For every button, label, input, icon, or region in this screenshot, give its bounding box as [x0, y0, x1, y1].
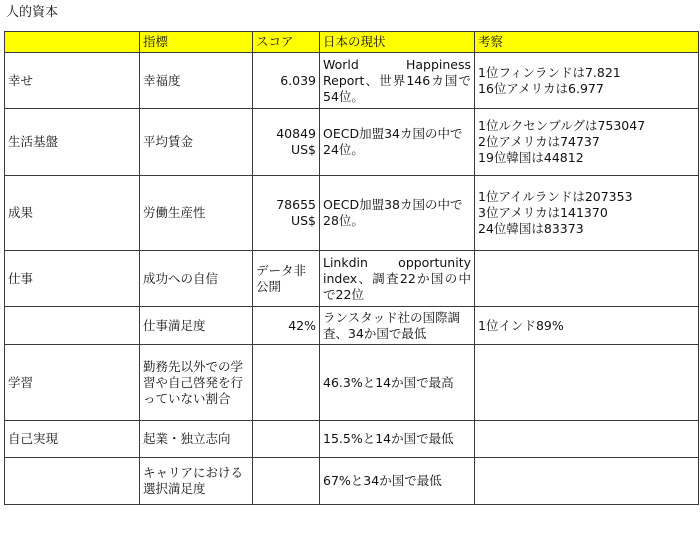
status-cell: Linkdin opportunity index、調査22か国の中で22位 [320, 251, 475, 307]
table-row [5, 53, 699, 109]
page-title: 人的資本 [6, 5, 59, 20]
header-score: スコア [253, 32, 320, 53]
status-cell: 67%と34か国で最低 [320, 458, 475, 505]
score-cell: 78655 US$ [253, 176, 320, 251]
table-row [5, 251, 699, 307]
notes-cell: 1位アイルランドは207353 3位アメリカは141370 24位韓国は83373 [475, 176, 699, 251]
header-notes: 考察 [475, 32, 699, 53]
notes-cell: 1位インド89% [475, 307, 699, 345]
status-cell: OECD加盟34カ国の中で24位。 [320, 109, 475, 176]
score-cell [253, 345, 320, 421]
indicator-cell: 平均賃金 [140, 109, 253, 176]
score-cell: 6.039 [253, 53, 320, 109]
indicator-cell: キャリアにおける選択満足度 [140, 458, 253, 505]
category-cell: 学習 [5, 345, 140, 421]
indicator-cell: 起業・独立志向 [140, 421, 253, 458]
status-cell: 46.3%と14か国で最高 [320, 345, 475, 421]
notes-cell [475, 251, 699, 307]
table-row [5, 421, 699, 458]
category-cell: 成果 [5, 176, 140, 251]
score-cell [253, 458, 320, 505]
table-row [5, 345, 699, 421]
category-cell [5, 458, 140, 505]
score-cell: データ非公開 [253, 251, 320, 307]
category-cell: 生活基盤 [5, 109, 140, 176]
indicator-cell: 仕事満足度 [140, 307, 253, 345]
category-cell: 幸せ [5, 53, 140, 109]
header-blank [5, 32, 140, 53]
header-status: 日本の現状 [320, 32, 475, 53]
score-cell [253, 421, 320, 458]
score-cell: 42% [253, 307, 320, 345]
category-cell: 仕事 [5, 251, 140, 307]
indicator-cell: 幸福度 [140, 53, 253, 109]
notes-cell [475, 345, 699, 421]
notes-cell: 1位ルクセンブルグは753047 2位アメリカは74737 19位韓国は44812 [475, 109, 699, 176]
table-row [5, 176, 699, 251]
table-header-row [5, 32, 699, 53]
category-cell [5, 307, 140, 345]
status-cell: ランスタッド社の国際調査、34か国で最低 [320, 307, 475, 345]
score-cell: 40849 US$ [253, 109, 320, 176]
category-cell: 自己実現 [5, 421, 140, 458]
indicator-cell: 勤務先以外での学習や自己啓発を行っていない割合 [140, 345, 253, 421]
notes-cell [475, 458, 699, 505]
status-cell: 15.5%と14か国で最低 [320, 421, 475, 458]
table-row [5, 307, 699, 345]
notes-cell: 1位フィンランドは7.821 16位アメリカは6.977 [475, 53, 699, 109]
notes-cell [475, 421, 699, 458]
indicator-cell: 労働生産性 [140, 176, 253, 251]
header-indicator: 指標 [140, 32, 253, 53]
table-row [5, 458, 699, 505]
human-capital-table [4, 31, 699, 505]
indicator-cell: 成功への自信 [140, 251, 253, 307]
table-row [5, 109, 699, 176]
status-cell: OECD加盟38カ国の中で28位。 [320, 176, 475, 251]
status-cell: World Happiness Report、世界146カ国で54位。 [320, 53, 475, 109]
